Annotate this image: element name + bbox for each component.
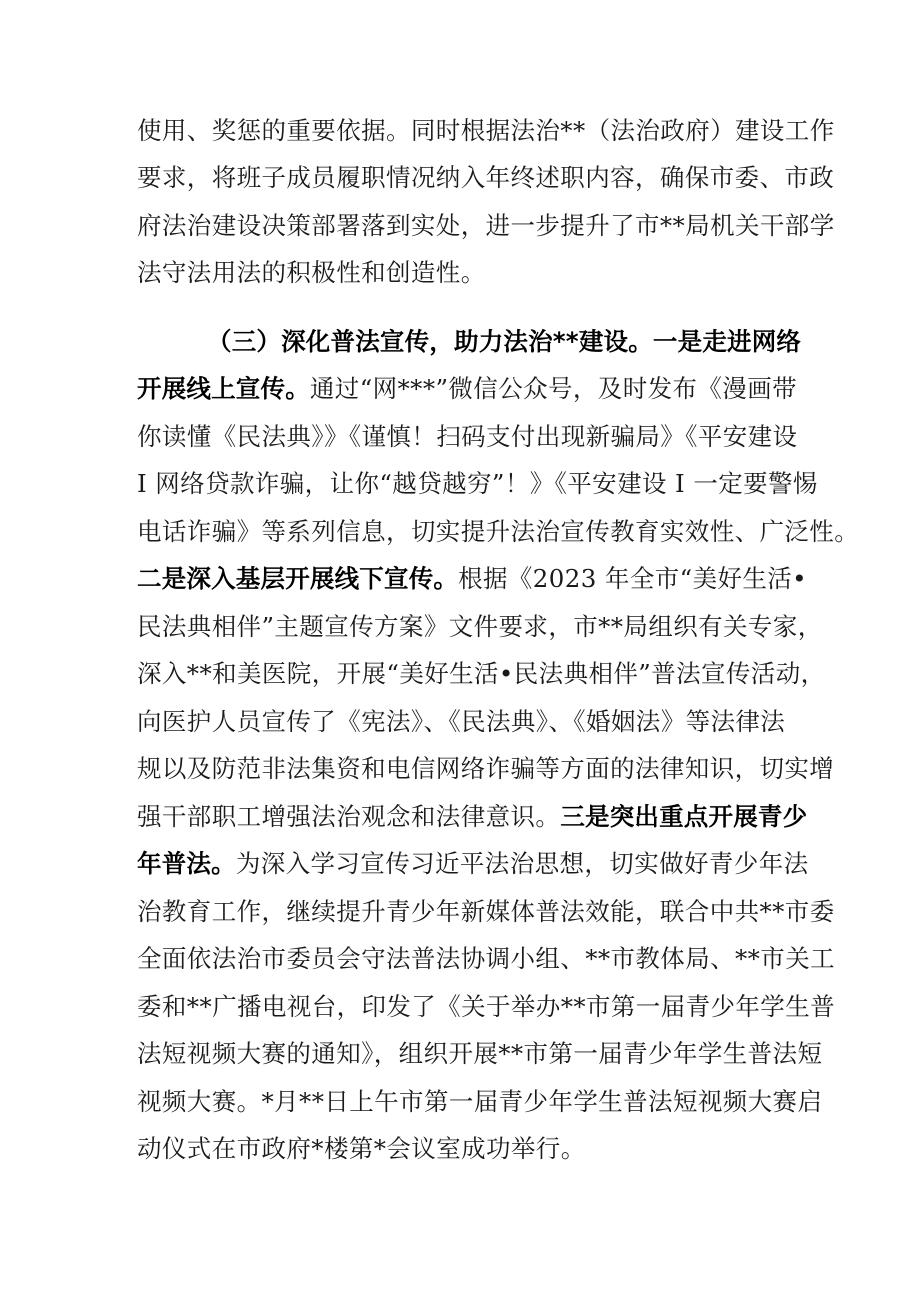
body-text: 法短视频大赛的通知》，组织开展**市第一届青少年学生普法短 — [137, 1039, 823, 1068]
text-line — [207, 327, 867, 357]
body-text: 通过“网***”微信公众号，及时发布《漫画带 — [309, 374, 798, 403]
body-text: 使用、奖惩的重要依据。同时根据法治**（法治政府）建设工作 — [137, 116, 835, 145]
text-line — [137, 564, 808, 594]
text-line — [137, 707, 797, 737]
text-line — [137, 754, 835, 784]
text-line — [137, 992, 835, 1022]
text-line — [137, 116, 835, 146]
body-text: 根据《2023 年全市“美好生活• — [458, 564, 808, 593]
bold-text: 年普法。 — [137, 849, 236, 878]
text-line — [137, 258, 797, 288]
body-text: 电话诈骗》等系列信息，切实提升法治宣传教育实效性、广泛性。 — [137, 517, 860, 546]
text-line — [137, 659, 826, 689]
body-text: 法守法用法的积极性和创造性。 — [137, 258, 486, 287]
body-text: 视频大赛。*月**日上午市第一届青少年学生普法短视频大赛启 — [137, 1087, 823, 1116]
bold-text: 开展线上宣传。 — [137, 374, 310, 403]
body-text: 要求，将班子成员履职情况纳入年终述职内容，确保市委、市政 — [137, 163, 835, 192]
body-text: 规以及防范非法集资和电信网络诈骗等方面的法律知识，切实增 — [137, 754, 835, 783]
text-line — [137, 612, 823, 642]
body-text: 全面依法治市委员会守法普法协调小组、**市教体局、**市关工 — [137, 944, 835, 973]
body-text: 民法典相伴”主题宣传方案》文件要求，市**局组织有关专家， — [137, 612, 823, 641]
text-line — [137, 422, 797, 452]
text-line — [137, 1087, 823, 1117]
body-text: 深入**和美医院，开展“美好生活•民法典相伴”普法宣传活动， — [137, 659, 826, 688]
text-line — [137, 469, 818, 499]
body-text: 府法治建设决策部署落到实处，进一步提升了市**局机关干部学 — [137, 211, 835, 240]
body-text: 动仪式在市政府*楼第*会议室成功举行。 — [137, 1134, 586, 1163]
text-line — [137, 849, 809, 879]
text-line — [137, 802, 808, 832]
bold-text: （三）深化普法宣传，助力法治**建设。一是走进网络 — [207, 327, 802, 356]
text-line — [137, 163, 835, 193]
body-text: I 网络贷款诈骗，让你“越贷越穷”！》《平安建设 I 一定要警惕 — [137, 469, 818, 498]
body-text: 你读懂《民法典》》《谨慎！扫码支付出现新骗局》《平安建设 — [137, 422, 798, 451]
body-text: 委和**广播电视台，印发了《关于举办**市第一届青少年学生普 — [137, 992, 835, 1021]
bold-text: 二是深入基层开展线下宣传。 — [137, 564, 459, 593]
body-text: 治教育工作，继续提升青少年新媒体普法效能，联合中共**市委 — [137, 897, 835, 926]
text-line — [137, 1039, 823, 1069]
text-line — [137, 944, 835, 974]
body-text: 强干部职工增强法治观念和法律意识。 — [137, 802, 561, 831]
body-text: 向医护人员宣传了《宪法》、《民法典》、《婚姻法》等法律法 — [137, 707, 786, 736]
body-text: 为深入学习宣传习近平法治思想，切实做好青少年法 — [235, 849, 809, 878]
text-line — [137, 1134, 797, 1164]
bold-text: 三是突出重点开展青少 — [560, 802, 808, 831]
text-line — [137, 211, 835, 241]
text-line — [137, 517, 860, 547]
text-line — [137, 374, 797, 404]
text-line — [137, 897, 835, 927]
